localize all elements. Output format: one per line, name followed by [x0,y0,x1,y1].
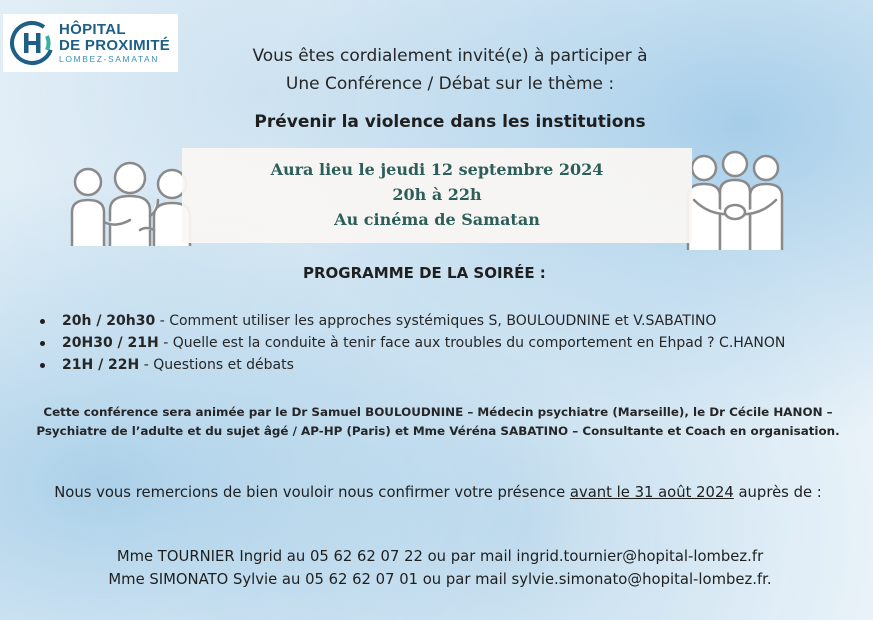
speakers-paragraph: Cette conférence sera animée par le Dr Samuel BOULOUDNINE – Médecin psychiatre (Marseille), le Dr Cécile HANON – Psychiatre de l’adulte et du sujet âgé / AP-HP (Paris) et Mme Véréna SABATINO – Consultante et Coach en organisation. [36,405,840,438]
conference-theme: Prévenir la violence dans les institutions [254,112,646,132]
programme-item-time: 20h / 20h30 [62,313,156,329]
programme-item-text: - Questions et débats [139,357,294,373]
logo-line-3: LOMBEZ-SAMATAN [59,54,160,65]
confirmation-deadline: avant le 31 août 2024 [569,484,734,501]
logo-line-2: DE PROXIMITÉ [59,37,171,55]
programme-list [40,310,785,376]
confirmation-paragraph [18,481,858,504]
confirmation-text: Nous vous remercions de bien vouloir nous confirmer votre présence [54,484,570,501]
confirmation-text-end: auprès de : [733,484,822,501]
programme-title: PROGRAMME DE LA SOIRÉE : [303,264,546,282]
intro-line-1: Vous êtes cordialement invité(e) à participer à [252,46,648,66]
programme-item [40,354,785,376]
team-hands-icon [680,150,790,250]
event-place: Au cinéma de Samatan [334,210,540,229]
logo-line-1: HÔPITAL [59,21,126,39]
event-time: 20h à 22h [392,185,482,204]
programme-item-text: - Quelle est la conduite à tenir face aux troubles du comportement en Ehpad ? C.HANON [158,335,786,351]
event-info-banner [182,148,692,243]
programme-item-time: 21H / 22H [62,357,140,373]
contact-line: Mme SIMONATO Sylvie au 05 62 62 07 01 ou par mail sylvie.simonato@hopital-lombez.fr. [108,571,772,588]
intro-line-2: Une Conférence / Débat sur le thème : [285,74,615,94]
programme-item-text: - Comment utiliser les approches systémiques S, BOULOUDNINE et V.SABATINO [155,313,717,329]
event-date: Aura lieu le jeudi 12 septembre 2024 [270,160,604,179]
programme-item [40,310,785,332]
programme-item [40,332,785,354]
contact-line: Mme TOURNIER Ingrid au 05 62 62 07 22 ou par mail ingrid.tournier@hopital-lombez.fr [116,548,764,565]
programme-item-time: 20H30 / 21H [62,335,159,351]
